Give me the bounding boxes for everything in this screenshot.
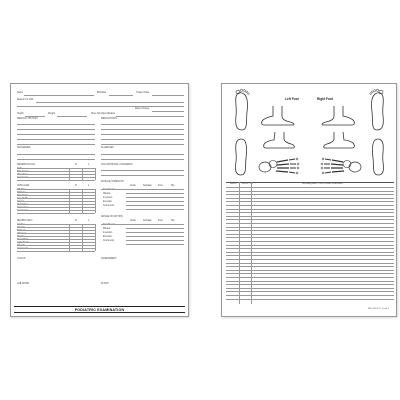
plans-label: PLANS: [101, 283, 109, 285]
neuro-row: Sharp/Dull: [17, 239, 28, 241]
derm-col-r: R: [75, 164, 77, 166]
reason-line-2: [17, 106, 184, 107]
ms-grid-line: [126, 209, 184, 210]
derm-grid-line: [69, 168, 70, 180]
log-row-line: [226, 288, 394, 289]
vasc-col-r: R: [75, 185, 77, 187]
neurologic-heading: NEUROLOGIC: [17, 220, 33, 222]
neuro-grid-line: [17, 236, 95, 237]
log-row-line: [226, 252, 394, 253]
log-row-line: [226, 187, 394, 188]
log-row-line: [226, 234, 394, 235]
log-row-line: [226, 245, 394, 246]
log-row-line: [226, 281, 394, 282]
derm-grid-line: [17, 168, 95, 169]
medications-line: [101, 134, 184, 135]
neuro-grid-line: [82, 224, 83, 251]
weight-label: Weight: [48, 113, 56, 115]
log-row-line: [226, 241, 394, 242]
xrays-label: X-RAYS: [17, 258, 26, 260]
surgeries-label: SURGERIES: [17, 147, 31, 149]
log-row-line: [226, 194, 394, 195]
vasc-grid-line: [17, 195, 95, 196]
col-notes-header: SUBSEQUENT VISITS AND FINDINGS: [302, 183, 343, 185]
derm-grid-line: [17, 174, 95, 175]
medical-history-label: MEDICAL HISTORY: [17, 118, 38, 120]
log-row-line: [226, 219, 394, 220]
derm-row: Comments: [17, 177, 29, 179]
neuro-row: Comments: [17, 248, 29, 250]
derm-grid-line: [17, 177, 95, 178]
neuro-grid-line: [17, 230, 95, 231]
log-row-line: [226, 277, 394, 278]
log-row-line: [226, 191, 394, 192]
derm-col-l: L: [88, 164, 90, 166]
neuro-grid-line: [17, 245, 95, 246]
ms-row: Inversion: [103, 197, 113, 199]
vasc-grid-line: [95, 189, 96, 213]
allergies-label: ALLERGIES: [101, 147, 114, 149]
assessment-label: ASSESSMENT: [101, 258, 117, 260]
neuro-grid-line: [17, 242, 95, 243]
name-line: [24, 95, 94, 96]
log-row-line: [226, 230, 394, 231]
side-foot-diagram: [260, 104, 296, 126]
left-foot-label: Left Foot: [285, 97, 299, 101]
vasc-grid-line: [17, 204, 95, 205]
rom-row: Dorsiflexion: [103, 224, 115, 226]
vasc-grid-line: [17, 210, 95, 211]
ms-col: Subtalar: [143, 185, 152, 187]
neuro-grid-line: [17, 224, 95, 225]
history-line: [17, 139, 95, 140]
rom-col: Hip: [171, 220, 175, 222]
vasc-grid-line: [17, 207, 95, 208]
derm-grid-line: [82, 168, 83, 180]
log-row-line: [226, 201, 394, 202]
neuro-row: Vibratory: [17, 233, 27, 235]
shoe-size-line: [116, 116, 184, 117]
vasc-row: DP Pulse: [17, 189, 27, 191]
ms-grid-line: [101, 189, 184, 190]
skeletal-foot-diagram: [258, 156, 300, 176]
occupational-label: OCCUPATIONAL CONCERNS: [101, 164, 133, 166]
form-title-bar: [14, 306, 185, 313]
plantar-foot-diagram: [232, 88, 252, 132]
ms-col: Foot: [158, 185, 163, 187]
neuro-grid-line: [17, 248, 95, 249]
lab-work-label: LAB WORK: [17, 283, 30, 285]
rom-grid-line: [126, 240, 184, 241]
rom-col: Subtalar: [143, 220, 152, 222]
height-line: [25, 116, 45, 117]
log-row-line: [226, 284, 394, 285]
rom-grid-line: [126, 244, 184, 245]
occupational-line: [101, 175, 184, 176]
neuro-col-l: L: [88, 220, 90, 222]
log-row-line: [226, 205, 394, 206]
birthdate-line: [109, 95, 133, 96]
col-prov-header: PROV. INI.: [242, 183, 254, 185]
form-title: PODIATRIC EXAMINATION: [74, 307, 125, 312]
log-row-line: [226, 259, 394, 260]
neuro-grid-line: [17, 227, 95, 228]
surgeries-line: [17, 154, 95, 155]
log-row-line: [226, 209, 394, 210]
ms-col: Ankle: [130, 185, 136, 187]
vasc-grid-line: [69, 189, 70, 213]
todays-date-line: [152, 95, 184, 96]
neuro-row: Achilles: [17, 224, 25, 226]
rom-row: Eversion: [103, 236, 112, 238]
side-foot-diagram: [320, 104, 356, 126]
vascular-heading: VASCULAR: [17, 185, 30, 187]
medications-line: [101, 144, 184, 145]
neuro-row: Proprio.: [17, 236, 26, 238]
rom-grid-line: [101, 224, 184, 225]
neuro-grid-line: [17, 233, 95, 234]
rom-grid-line: [126, 228, 184, 229]
medications-line: [101, 139, 184, 140]
vasc-grid-line: [17, 213, 95, 214]
derm-grid-line: [17, 180, 95, 181]
surgeries-line: [17, 159, 95, 160]
medications-label: MEDICATIONS: [101, 118, 117, 120]
vasc-row: Cap Refill: [17, 198, 27, 200]
ms-grid-line: [126, 197, 184, 198]
vasc-row: Edema: [17, 201, 25, 203]
reason-label: Reason for Visit: [17, 99, 34, 101]
vasc-grid-line: [82, 189, 83, 213]
neuro-row: Light Touch: [17, 242, 29, 244]
footer-code: REF. 2025-PO1 · 1st ed. 5: [368, 308, 390, 310]
medications-line: [101, 129, 184, 130]
plantar-foot-diagram: [232, 136, 250, 176]
rom-grid-line: [126, 232, 184, 233]
derm-grid-line: [17, 171, 95, 172]
vasc-row: PT Pulse: [17, 192, 27, 194]
vasc-row: Skin Temp: [17, 195, 28, 197]
vasc-row: Varicosities: [17, 207, 29, 209]
plantar-foot-diagram: [367, 88, 387, 132]
neuro-grid-line: [17, 239, 95, 240]
medial-foot-diagram: [322, 131, 356, 149]
neuro-col-r: R: [75, 220, 77, 222]
log-row-line: [226, 291, 394, 292]
reason-line: [36, 102, 184, 103]
allergies-line: [101, 154, 184, 155]
log-col-divider: [251, 182, 252, 304]
log-row-line: [226, 266, 394, 267]
shoe-size-label: Shoe Size/Specification: [91, 113, 116, 115]
vasc-grid-line: [17, 189, 95, 190]
ms-row: Eversion: [103, 201, 112, 203]
log-row-line: [226, 223, 394, 224]
vasc-grid-line: [17, 192, 95, 193]
neuro-row: Patellar: [17, 227, 25, 229]
log-row-line: [226, 270, 394, 271]
birthdate-label: Birthdate: [97, 92, 107, 94]
vasc-row: Pedal Hair: [17, 204, 28, 206]
derm-grid-line: [95, 168, 96, 180]
log-row-line: [226, 263, 394, 264]
ms-row: Plantar: [103, 193, 111, 195]
history-line: [17, 124, 95, 125]
log-row-line: [226, 248, 394, 249]
rom-row: Comments: [103, 240, 115, 242]
onset-line: [152, 111, 184, 112]
vasc-col-l: L: [88, 185, 90, 187]
log-row-line: [226, 237, 394, 238]
log-row-line: [226, 273, 394, 274]
right-foot-label: Right Foot: [317, 97, 333, 101]
allergies-line: [101, 159, 184, 160]
occupational-line: [101, 170, 184, 171]
ms-row: Comments: [103, 205, 115, 207]
derm-row: Skin Texture: [17, 171, 30, 173]
height-label: Height: [17, 113, 24, 115]
log-row-line: [226, 198, 394, 199]
log-row-line: [226, 295, 394, 296]
log-row-line: [226, 212, 394, 213]
col-date-header: DATE: [230, 183, 236, 185]
log-row-line: [226, 299, 394, 300]
plantar-foot-diagram: [369, 136, 387, 176]
onset-label: Date of Onset: [135, 108, 150, 110]
neuro-row: Babinski: [17, 230, 26, 232]
history-line: [17, 134, 95, 135]
todays-date-label: Today's Date: [136, 92, 150, 94]
weight-line: [57, 116, 87, 117]
vasc-grid-line: [17, 201, 95, 202]
neuro-grid-line: [95, 224, 96, 251]
muscle-strength-heading: MUSCLE STRENGTH: [101, 181, 124, 183]
exam-form-page: [10, 83, 189, 317]
foot-chart-page: [221, 83, 397, 317]
dermatologic-heading: DERMATOLOGIC: [17, 164, 36, 166]
log-col-divider: [239, 182, 240, 304]
log-row-line: [226, 216, 394, 217]
medications-line: [101, 124, 184, 125]
ms-grid-line: [126, 201, 184, 202]
neuro-grid-line: [69, 224, 70, 251]
ms-grid-line: [126, 193, 184, 194]
derm-row: Ulceration: [17, 174, 28, 176]
history-line: [17, 129, 95, 130]
log-row-line: [226, 227, 394, 228]
neuro-grid-line: [17, 251, 95, 252]
log-row-line: [226, 255, 394, 256]
range-of-motion-heading: RANGE OF MOTION: [101, 216, 123, 218]
rom-row: Plantar: [103, 228, 111, 230]
ms-grid-line: [126, 205, 184, 206]
ms-col: Hip: [171, 185, 175, 187]
vasc-row: Comments: [17, 210, 29, 212]
vasc-grid-line: [17, 198, 95, 199]
rom-col: Foot: [158, 220, 163, 222]
rom-col: Ankle: [130, 220, 136, 222]
name-label: Name: [17, 92, 24, 94]
derm-row: Nails: [17, 168, 23, 170]
medial-foot-diagram: [262, 131, 296, 149]
ms-row: Dorsiflexion: [103, 189, 115, 191]
neuro-row: Monofil.: [17, 245, 26, 247]
rom-grid-line: [126, 236, 184, 237]
history-line: [17, 144, 95, 145]
rom-row: Inversion: [103, 232, 113, 234]
skeletal-foot-diagram: [320, 156, 362, 176]
